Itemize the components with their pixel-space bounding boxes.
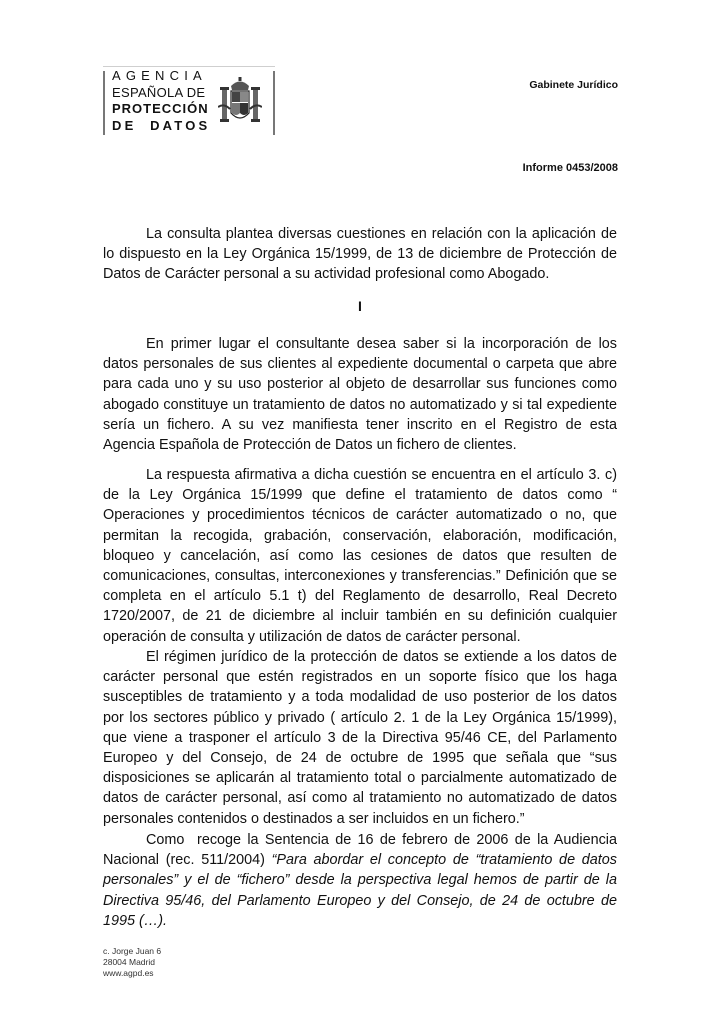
logo-line-1: AGENCIA <box>112 68 207 83</box>
paragraph-3-text: La respuesta afirmativa a dicha cuestión se encuentra en el artículo 3. c) de la Ley Orgánica 15/1999 que define el tratamiento de datos como “ Operaciones y procedimientos técnicos de carácter automatizado o no, que permitan la recogida, grabación, conservación, elaboración, modificación, bloqueo y cancelación, así como las cesiones de datos que resulten de comunicaciones, consultas, interconexiones y transferencias.” Definición que se completa en el artículo 5.1 t) del Reglamento de desarrollo, Real Decreto 1720/2007, de 21 de diciembre al incluir también en su definición cualquier operación de consulta y utilización de datos de carácter personal. <box>103 467 617 645</box>
paragraph-3 <box>103 465 617 647</box>
logo-right-bar <box>273 71 275 135</box>
footer-address <box>103 946 161 979</box>
logo-line-2: ESPAÑOLA DE <box>112 84 206 100</box>
coat-of-arms-icon <box>218 77 262 129</box>
logo-left-bar <box>103 71 105 135</box>
footer-website[interactable]: www.agpd.es <box>103 968 154 978</box>
logo-line-3: PROTECCIÓN <box>112 101 209 116</box>
footer-street: c. Jorge Juan 6 <box>103 946 162 956</box>
paragraph-5 <box>103 830 621 931</box>
paragraph-5-quote: “Para abordar el concepto de “tratamiento de datos personales” y el de “fichero” desde la perspectiva legal hemos de partir de la Directiva 95/46, del Parlamento Europeo y del Consejo, de 24 de octubre de 1995 (…). <box>103 852 617 929</box>
logo-line-4: DE DATOS <box>112 117 211 133</box>
section-heading: I <box>358 298 362 314</box>
logo-text <box>112 68 210 134</box>
agency-logo <box>103 66 275 137</box>
footer-city: 28004 Madrid <box>103 957 155 967</box>
report-number: Informe 0453/2008 <box>522 162 618 174</box>
intro-paragraph <box>103 224 617 285</box>
paragraph-4 <box>103 647 617 829</box>
paragraph-4-text: El régimen jurídico de la protección de datos se extiende a los datos de carácter personal que estén registrados en un soporte físico que los haga susceptibles de tratamiento y a toda modalidad de uso posterior de los datos por los sectores público y privado ( artículo 2. 1 de la Ley Orgánica 15/1999), que viene a trasponer el artículo 3 de la Directiva 95/46 CE, del Parlamento Europeo y del Consejo, de 24 de octubre de 1995 que señala que “sus disposiciones se aplicarán al tratamiento total o parcialmente automatizado de datos de carácter personal, así como al tratamiento no automatizado de datos personales contenidos o destinados a ser incluidos en un fichero.” <box>103 649 617 827</box>
paragraph-5-text <box>103 830 621 931</box>
paragraph-5-plain: Como recoge la Sentencia de 16 de febrero de 2006 de la Audiencia Nacional (rec. 511/2004) <box>103 832 621 869</box>
paragraph-2 <box>103 334 617 455</box>
intro-text: La consulta plantea diversas cuestiones en relación con la aplicación de lo dispuesto en la Ley Orgánica 15/1999, de 13 de diciembre de Protección de Datos de Carácter personal a su actividad profesional como Abogado. <box>103 226 617 283</box>
department-label: Gabinete Jurídico <box>529 79 618 91</box>
paragraph-2-text: En primer lugar el consultante desea saber si la incorporación de los datos personales de sus clientes al expediente documental o carpeta que abre para cada uno y su uso posterior al objeto de desarrollar sus funciones como abogado constituye un tratamiento de datos no automatizado y si tal expediente sería un fichero. A su vez manifiesta tener inscrito en el Registro de esta Agencia Española de Protección de Datos un fichero de clientes. <box>103 336 617 454</box>
